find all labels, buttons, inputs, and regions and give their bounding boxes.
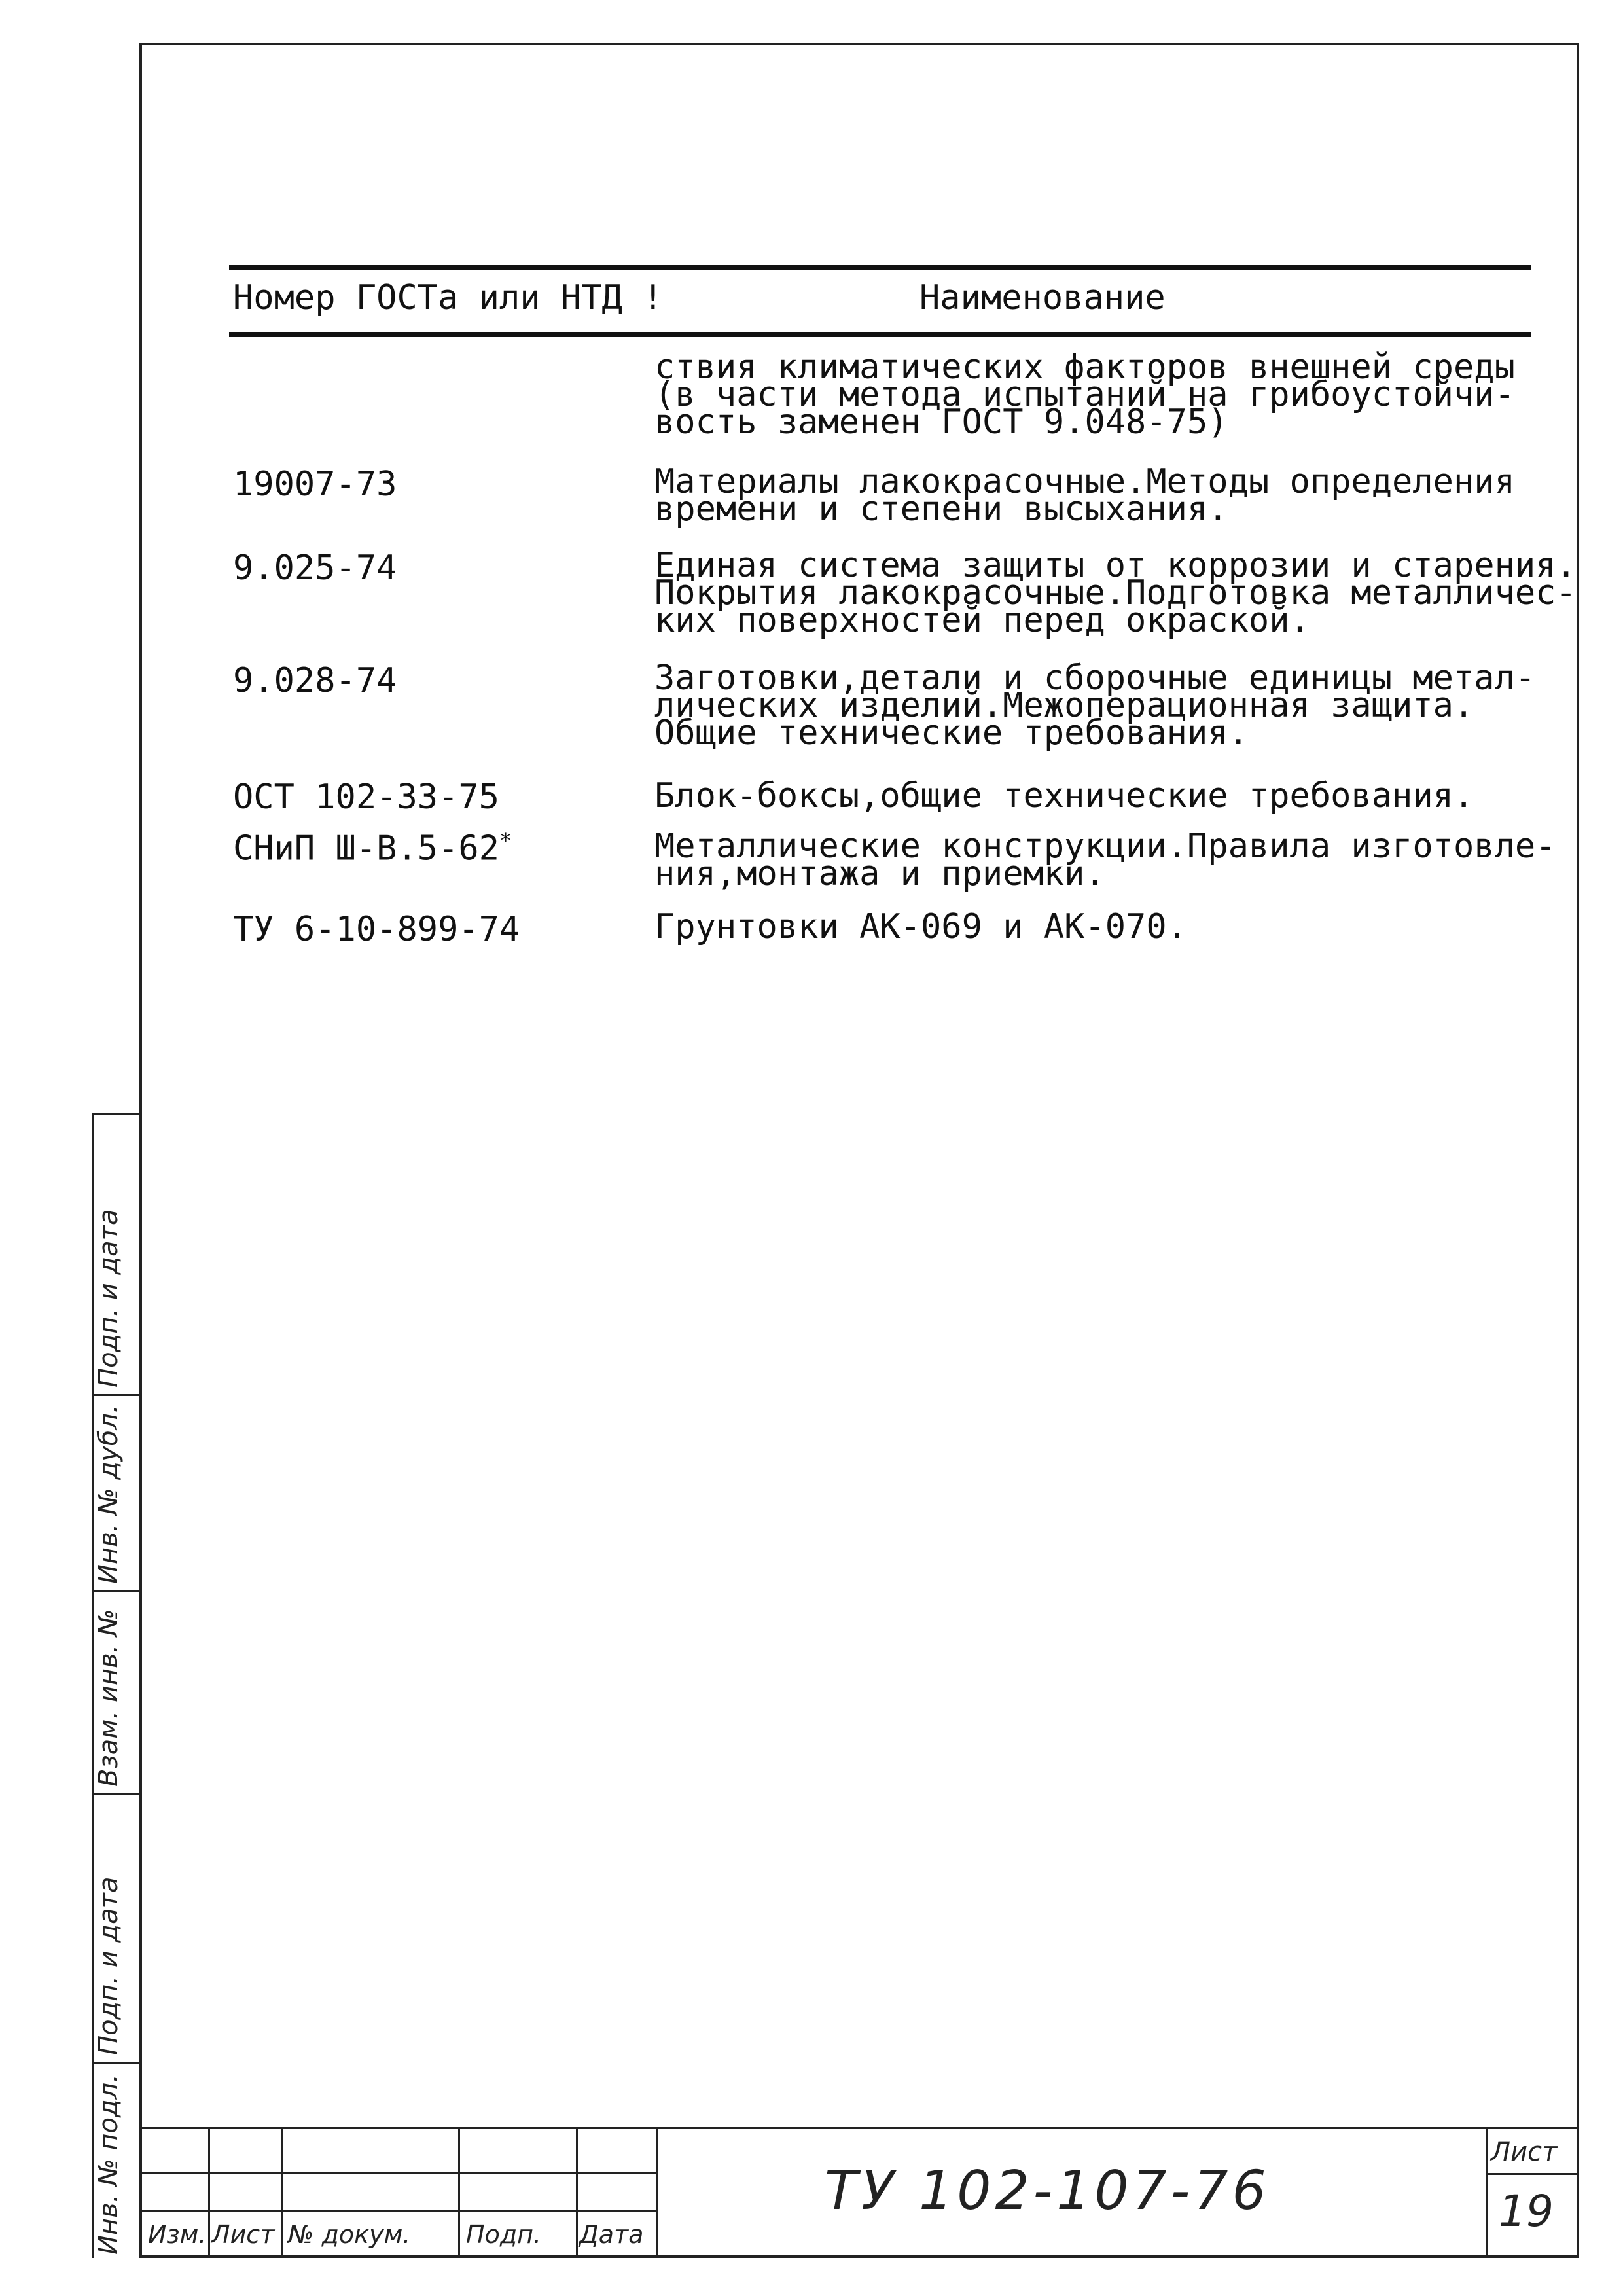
- stamp-top-line: [139, 2127, 1579, 2129]
- stamp-col-ndokum: № докум.: [288, 2220, 411, 2249]
- header-top-rule: [229, 265, 1531, 270]
- stamp-col-line: [458, 2127, 460, 2258]
- side-label-vzam-inv: Взам. инв. №: [94, 1609, 124, 1787]
- side-label-podp-data-2: Подп. и дата: [94, 1209, 124, 1388]
- stamp-row-line: [139, 2210, 656, 2212]
- row-number: 19007-73: [233, 465, 397, 504]
- row-number: 9.028-74: [233, 661, 397, 700]
- sheet-label: Лист: [1491, 2137, 1558, 2167]
- row-name: Грунтовки АК-069 и АК-070.: [654, 907, 1187, 946]
- row-number: ТУ 6-10-899-74: [233, 910, 520, 949]
- stamp-col-izm: Изм.: [148, 2220, 207, 2249]
- stamp-col-line: [656, 2127, 658, 2258]
- side-label-inv-podl: Инв. № подл.: [94, 2074, 124, 2255]
- row-name: ствия климатических факторов внешней среды (в части метода испытаний на грибоустойчи- вость заменен ГОСТ 9.048-75): [654, 348, 1515, 442]
- row-name: Металлические конструкции.Правила изготовле- ния,монтажа и приемки.: [654, 827, 1556, 893]
- header-bottom-rule: [229, 332, 1531, 337]
- side-divider: [92, 2062, 139, 2064]
- row-number: ОСТ 102-33-75: [233, 778, 499, 817]
- row-number: [233, 828, 512, 868]
- stamp-col-list: Лист: [211, 2220, 275, 2249]
- side-divider: [92, 1394, 139, 1396]
- row-number: 9.025-74: [233, 548, 397, 588]
- side-label-podp-data-1: Подп. и дата: [94, 1876, 124, 2055]
- stamp-row-line: [139, 2172, 656, 2174]
- row-number-text: СНиП Ш-В.5-62: [233, 829, 499, 869]
- row-number-mark: *: [499, 828, 512, 853]
- stamp-col-data: Дата: [579, 2220, 644, 2249]
- row-name: Единая система защиты от коррозии и старения. Покрытия лакокрасочные.Подготовка металличес- ких поверхностей перед окраской.: [654, 546, 1577, 640]
- stamp-col-line: [576, 2127, 578, 2258]
- header-name: Наименование: [919, 278, 1166, 317]
- row-name: Блок-боксы,общие технические требования.: [654, 776, 1474, 816]
- sheet-number: 19: [1499, 2186, 1554, 2236]
- side-label-inv-dubl: Инв. № дубл.: [94, 1405, 124, 1584]
- stamp-col-line: [1486, 2127, 1488, 2258]
- stamp-col-podp: Подп.: [466, 2220, 542, 2249]
- row-name: Заготовки,детали и сборочные единицы метал- лических изделий.Межоперационная защита. Общие технические требования.: [654, 658, 1536, 753]
- header-number: Номер ГОСТа или НТД !: [233, 278, 664, 317]
- side-divider: [92, 1793, 139, 1795]
- stamp-col-line: [208, 2127, 210, 2258]
- side-divider: [92, 1590, 139, 1592]
- stamp-col-line: [281, 2127, 283, 2258]
- document-code: ТУ 102-107-76: [825, 2160, 1270, 2222]
- side-divider: [92, 1113, 139, 1115]
- row-name: Материалы лакокрасочные.Методы определения времени и степени высыхания.: [654, 462, 1515, 529]
- stamp-sheet-line: [1486, 2173, 1579, 2175]
